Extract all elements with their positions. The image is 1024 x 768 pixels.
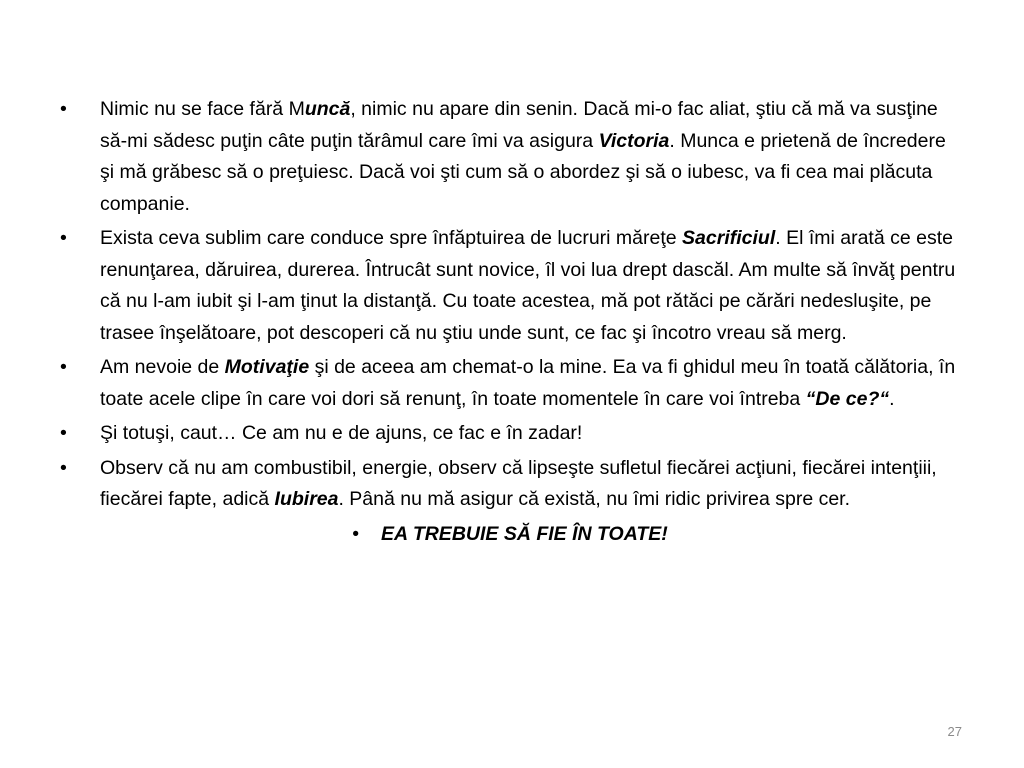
bullet-text: . Munca e prietenă de încredere şi mă grăbesc să o preţuiesc. Dacă voi şti cum să o abordez şi să o iubesc, va fi cea mai plăcuta companie.	[100, 129, 946, 215]
conclusion-text: EA TREBUIE SĂ FIE ÎN TOATE!	[381, 522, 668, 545]
bullet-dot: •	[60, 456, 67, 479]
bullet-text: . El îmi arată ce este renunţarea, dăruirea, durerea. Întrucât sunt novice, îl voi lua drept dascăl. Am multe să învăţ pentru că nu l-am iubit şi l-am ţinut la distanţă. Cu toate acestea, mă pot rătăci pe cărări nedesluşite, pe trasee înşelătoare, pot descoperi că nu ştiu unde sunt, ce fac şi încotro vreau să merg.	[100, 227, 956, 344]
bullet-text: Observ că nu am combustibil, energie, observ că lipseşte sufletul fiecărei acţiuni, fiecărei intenţiii, fiecărei fapte, adică	[100, 456, 937, 510]
bullet-text: şi de aceea am chemat-o la mine. Ea va fi ghidul meu în toată călătoria, în toate acele clipe în care voi dori să renunţ, în toate momentele în care voi întreba	[100, 356, 956, 410]
bullet-dot: •	[60, 422, 67, 444]
emphasis-sacrificiul: Sacrificiul	[682, 227, 776, 249]
page-number: 27	[947, 724, 962, 739]
bullet-dot: •	[60, 227, 67, 249]
emphasis-victoria: Victoria	[598, 129, 670, 152]
bullet-item-sacrificiul	[60, 223, 960, 349]
bullet-text: .	[889, 387, 895, 410]
emphasis-munca: uncă	[304, 98, 351, 120]
bullet-text: , nimic nu apare din senin. Dacă mi-o fac aliat, ştiu că mă va susţine să-mi sădesc puţin câte puţin tărâmul care îmi va asigura	[100, 98, 938, 152]
bullet-item-totusi	[60, 418, 960, 450]
bullet-text: . Până nu mă asigur că există, nu îmi ridic privirea spre cer.	[338, 488, 851, 510]
bullet-text: Exista ceva sublim care conduce spre înfăptuirea de lucruri măreţe	[100, 227, 683, 249]
bullet-dot: •	[60, 356, 67, 378]
bullet-list	[60, 94, 960, 553]
bullet-text: Am nevoie de	[100, 356, 225, 378]
bullet-dot: •	[60, 98, 67, 120]
bullet-item-motivatie	[60, 352, 960, 415]
bullet-item-iubirea	[60, 453, 960, 516]
emphasis-iubirea: Iubirea	[274, 488, 339, 510]
bullet-text: Nimic nu se face fără M	[100, 98, 305, 120]
bullet-text: Şi totuşi, caut… Ce am nu e de ajuns, ce fac e în zadar!	[100, 422, 583, 444]
bullet-item-conclusion	[60, 519, 960, 551]
bullet-item-munca	[60, 94, 960, 220]
emphasis-motivatie: Motivaţie	[224, 356, 310, 378]
bullet-dot: •	[352, 522, 360, 545]
emphasis-de-ce: “De ce?“	[805, 387, 890, 410]
